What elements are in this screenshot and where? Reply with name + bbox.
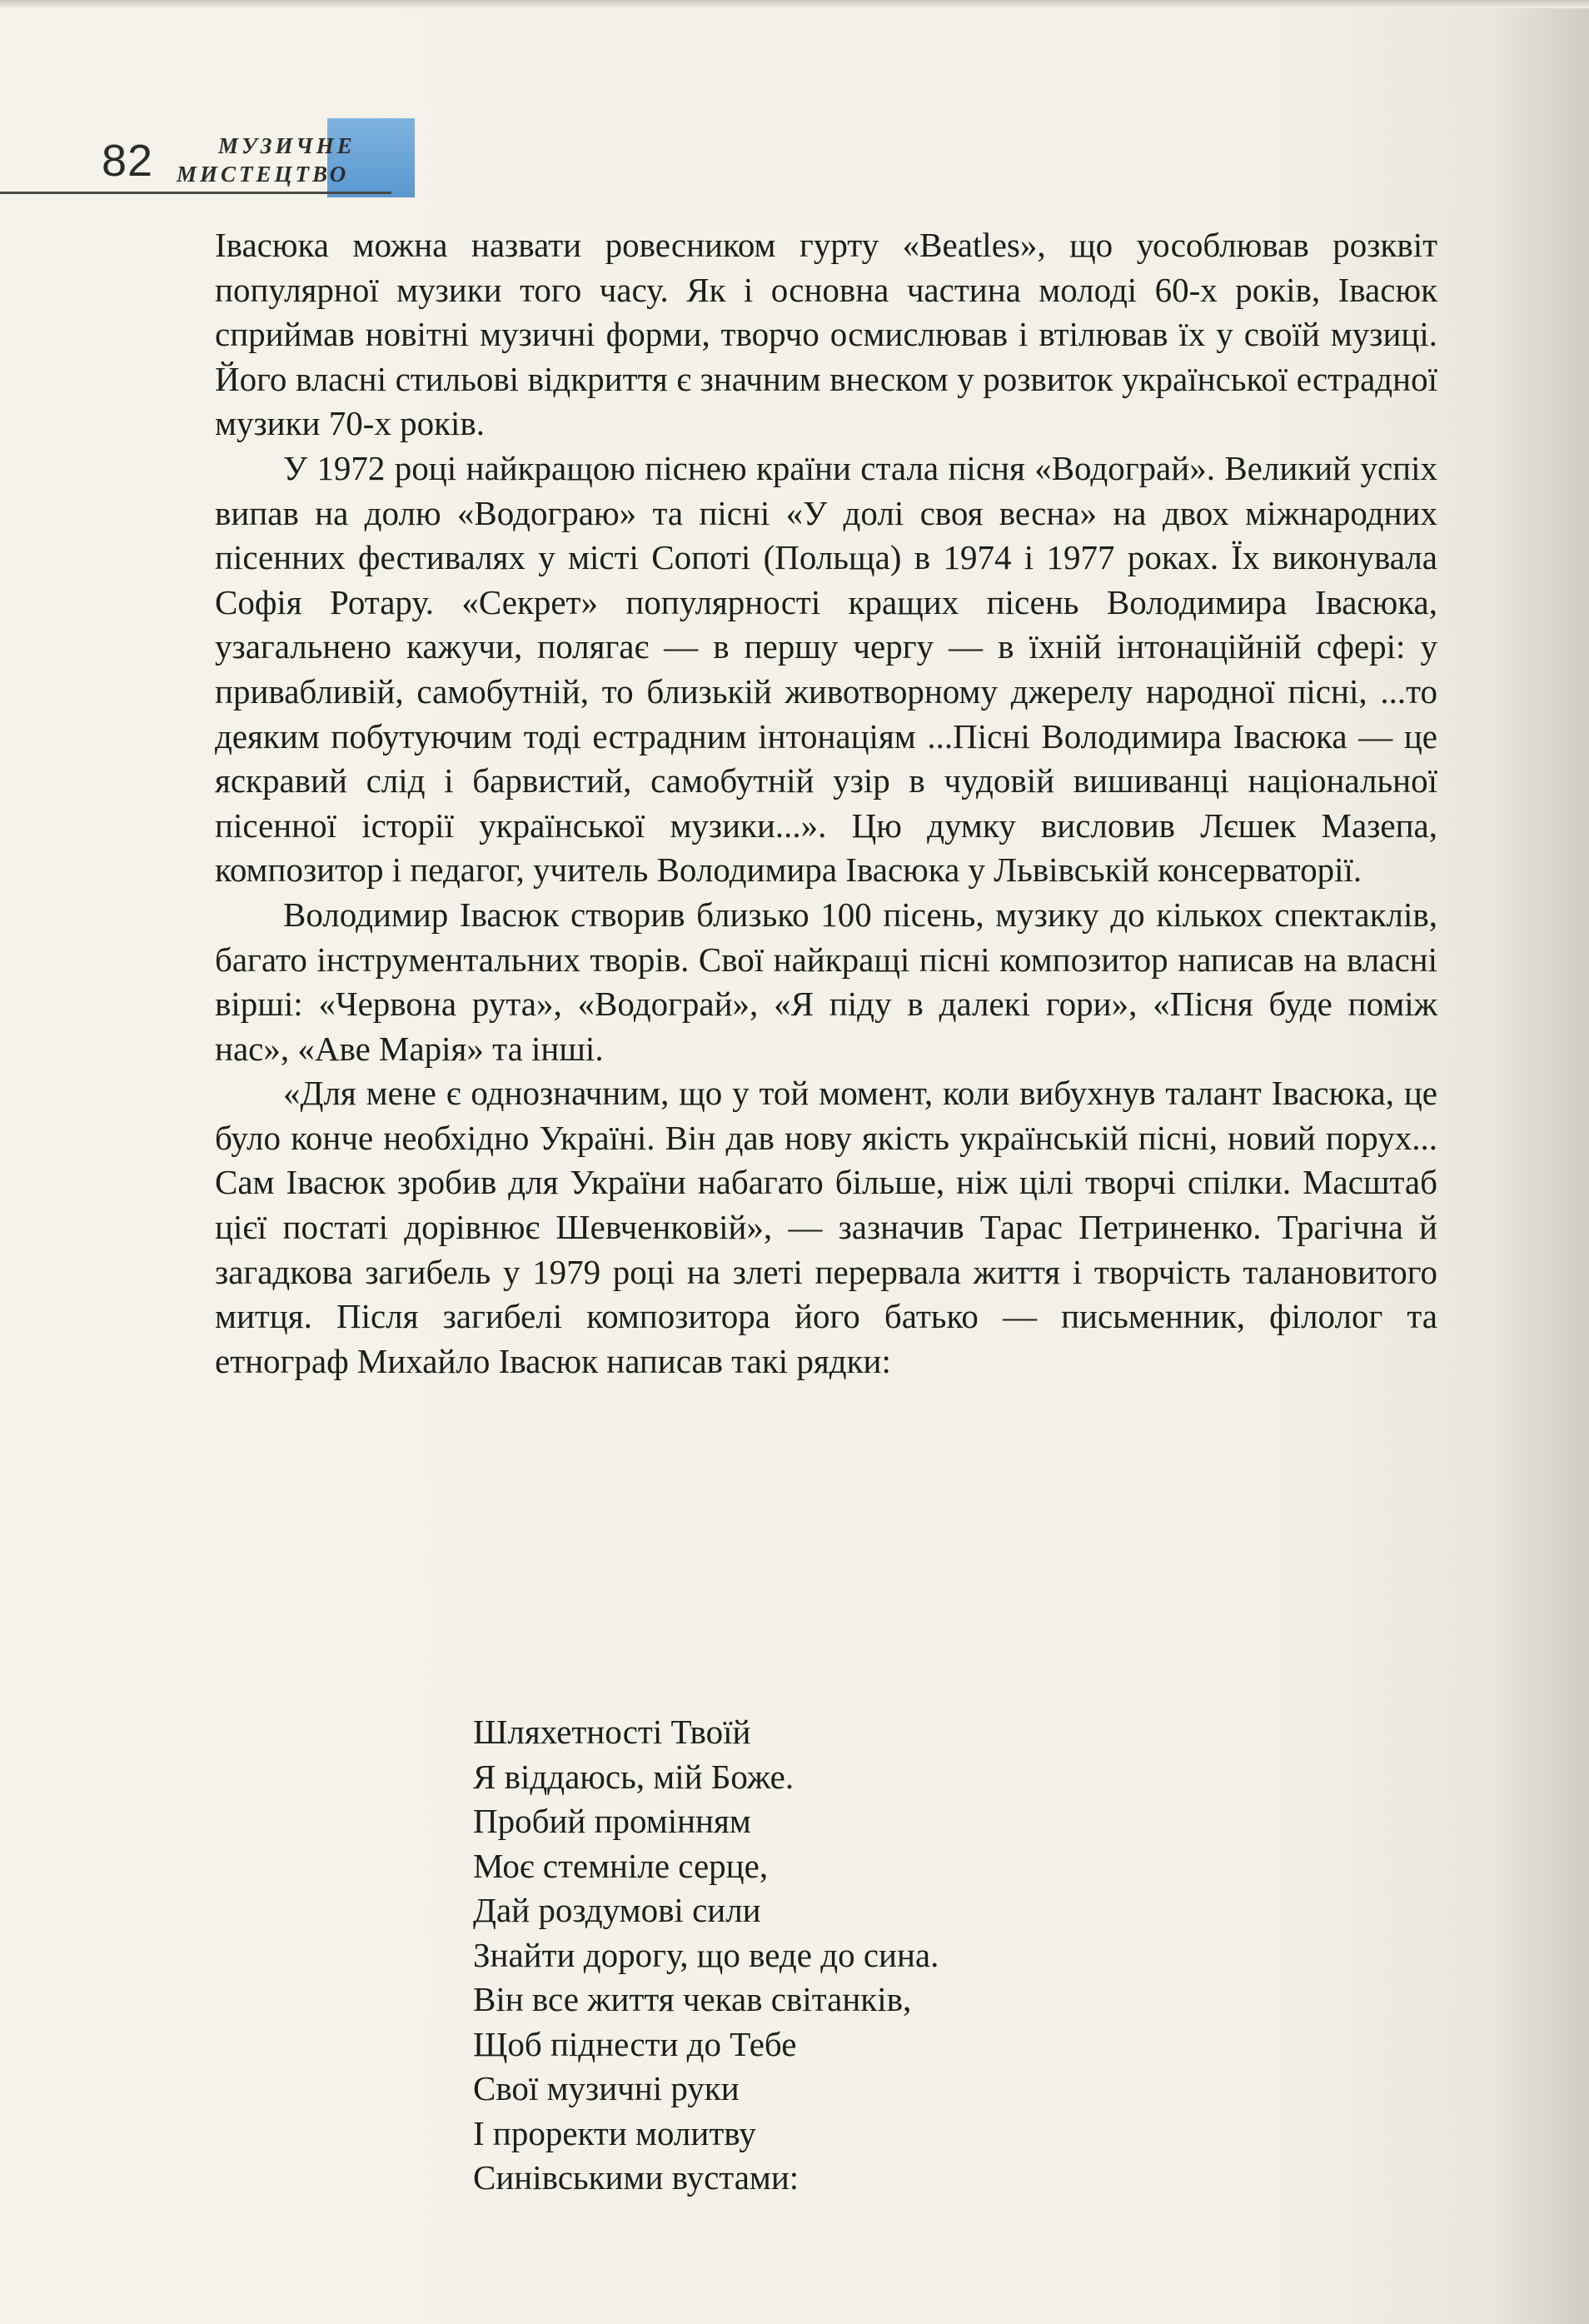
section-title-line1: МУЗИЧНЕ: [218, 133, 356, 158]
poem-line: Синівськими вустами:: [473, 2158, 799, 2197]
poem-line: Пробий промінням: [473, 1802, 751, 1840]
paragraph: У 1972 році найкращою піснею країни стала пісня «Водограй». Великий успіх випав на долю «Водограю» та пісні «У долі своя весна» на двох міжнародних пісенних фестивалях у місті Сопоті (Польща) в 1974 і 1977 роках. Їх виконувала Софія Ротару. «Секрет» популярності кращих пісень Володимира Івасюка, узагальнено кажучи, полягає — в першу чергу — в їхній інтонаційній сфері: у привабливій, самобутній, то близькій животворному джерелу народної пісні, ...то деяким побутуючим тоді естрадним інтонаціям ...Пісні Володимира Івасюка — це яскравий слід і барвистий, самобутній узір в чудовій вишиванці національної пісенної історії української музики...». Цю думку висловив Лєшек Мазепа, композитор і педагог, учитель Володимира Івасюка у Львівській консерваторії.: [215, 448, 1437, 890]
section-title-line2: МИСТЕЦТВО: [177, 162, 350, 187]
poem-line: Я віддаюсь, мій Боже.: [473, 1757, 794, 1796]
body-text: [215, 223, 1437, 1384]
poem-line: Моє стемніле серце,: [473, 1846, 769, 1885]
poem-line: Шляхетності Твоїй: [473, 1713, 751, 1751]
paragraph: «Для мене є однозначним, що у той момент, коли вибухнув талант Івасюка, це було конче необхідно Україні. Він дав нову якість українській пісні, новий порух... Сам Івасюк зробив для України набагато більше, ніж цілі творчі спілки. Масштаб цієї постаті дорівнює Шевченковій», — зазначив Тарас Петриненко. Трагічна й загадкова загибель у 1979 році на злеті перервала життя і творчість талановитого митця. Після загибелі композитора його батько — письменник, філолог та етнограф Михайло Івасюк написав такі рядки:: [215, 1074, 1437, 1380]
poem-line: Свої музичні руки: [473, 2069, 740, 2107]
poem-line: І проректи молитву: [473, 2113, 756, 2152]
page-top-edge: [0, 0, 1589, 8]
poem-line: Знайти дорогу, що веде до сина.: [473, 1935, 939, 1974]
poem-line: Він все життя чекав світанків,: [473, 1980, 912, 2018]
section-title: [177, 132, 426, 188]
paragraph: Івасюка можна назвати ровесником гурту «Beatles», що уособлював розквіт популярної музики того часу. Як і основна частина молоді 60-х років, Івасюк сприймав новітні музичні форми, творчо осмислював і втілював їх у своїй музиці. Його власні стильові відкриття є значним внеском у розвиток української естрадної музики 70-х років.: [215, 226, 1437, 443]
page-number: 82: [102, 136, 154, 186]
poem: [473, 1710, 1306, 2201]
poem-line: Щоб піднести до Тебе: [473, 2024, 797, 2063]
paragraph: Володимир Івасюк створив близько 100 пісень, музику до кількох спектаклів, багато інструментальних творів. Свої найкращі пісні композитор написав на власні вірші: «Червона рута», «Водограй», «Я піду в далекі гори», «Пісня буде поміж нас», «Аве Марія» та інші.: [215, 895, 1437, 1068]
poem-line: Дай роздумові сили: [473, 1891, 761, 1929]
header-rule: [0, 192, 391, 194]
